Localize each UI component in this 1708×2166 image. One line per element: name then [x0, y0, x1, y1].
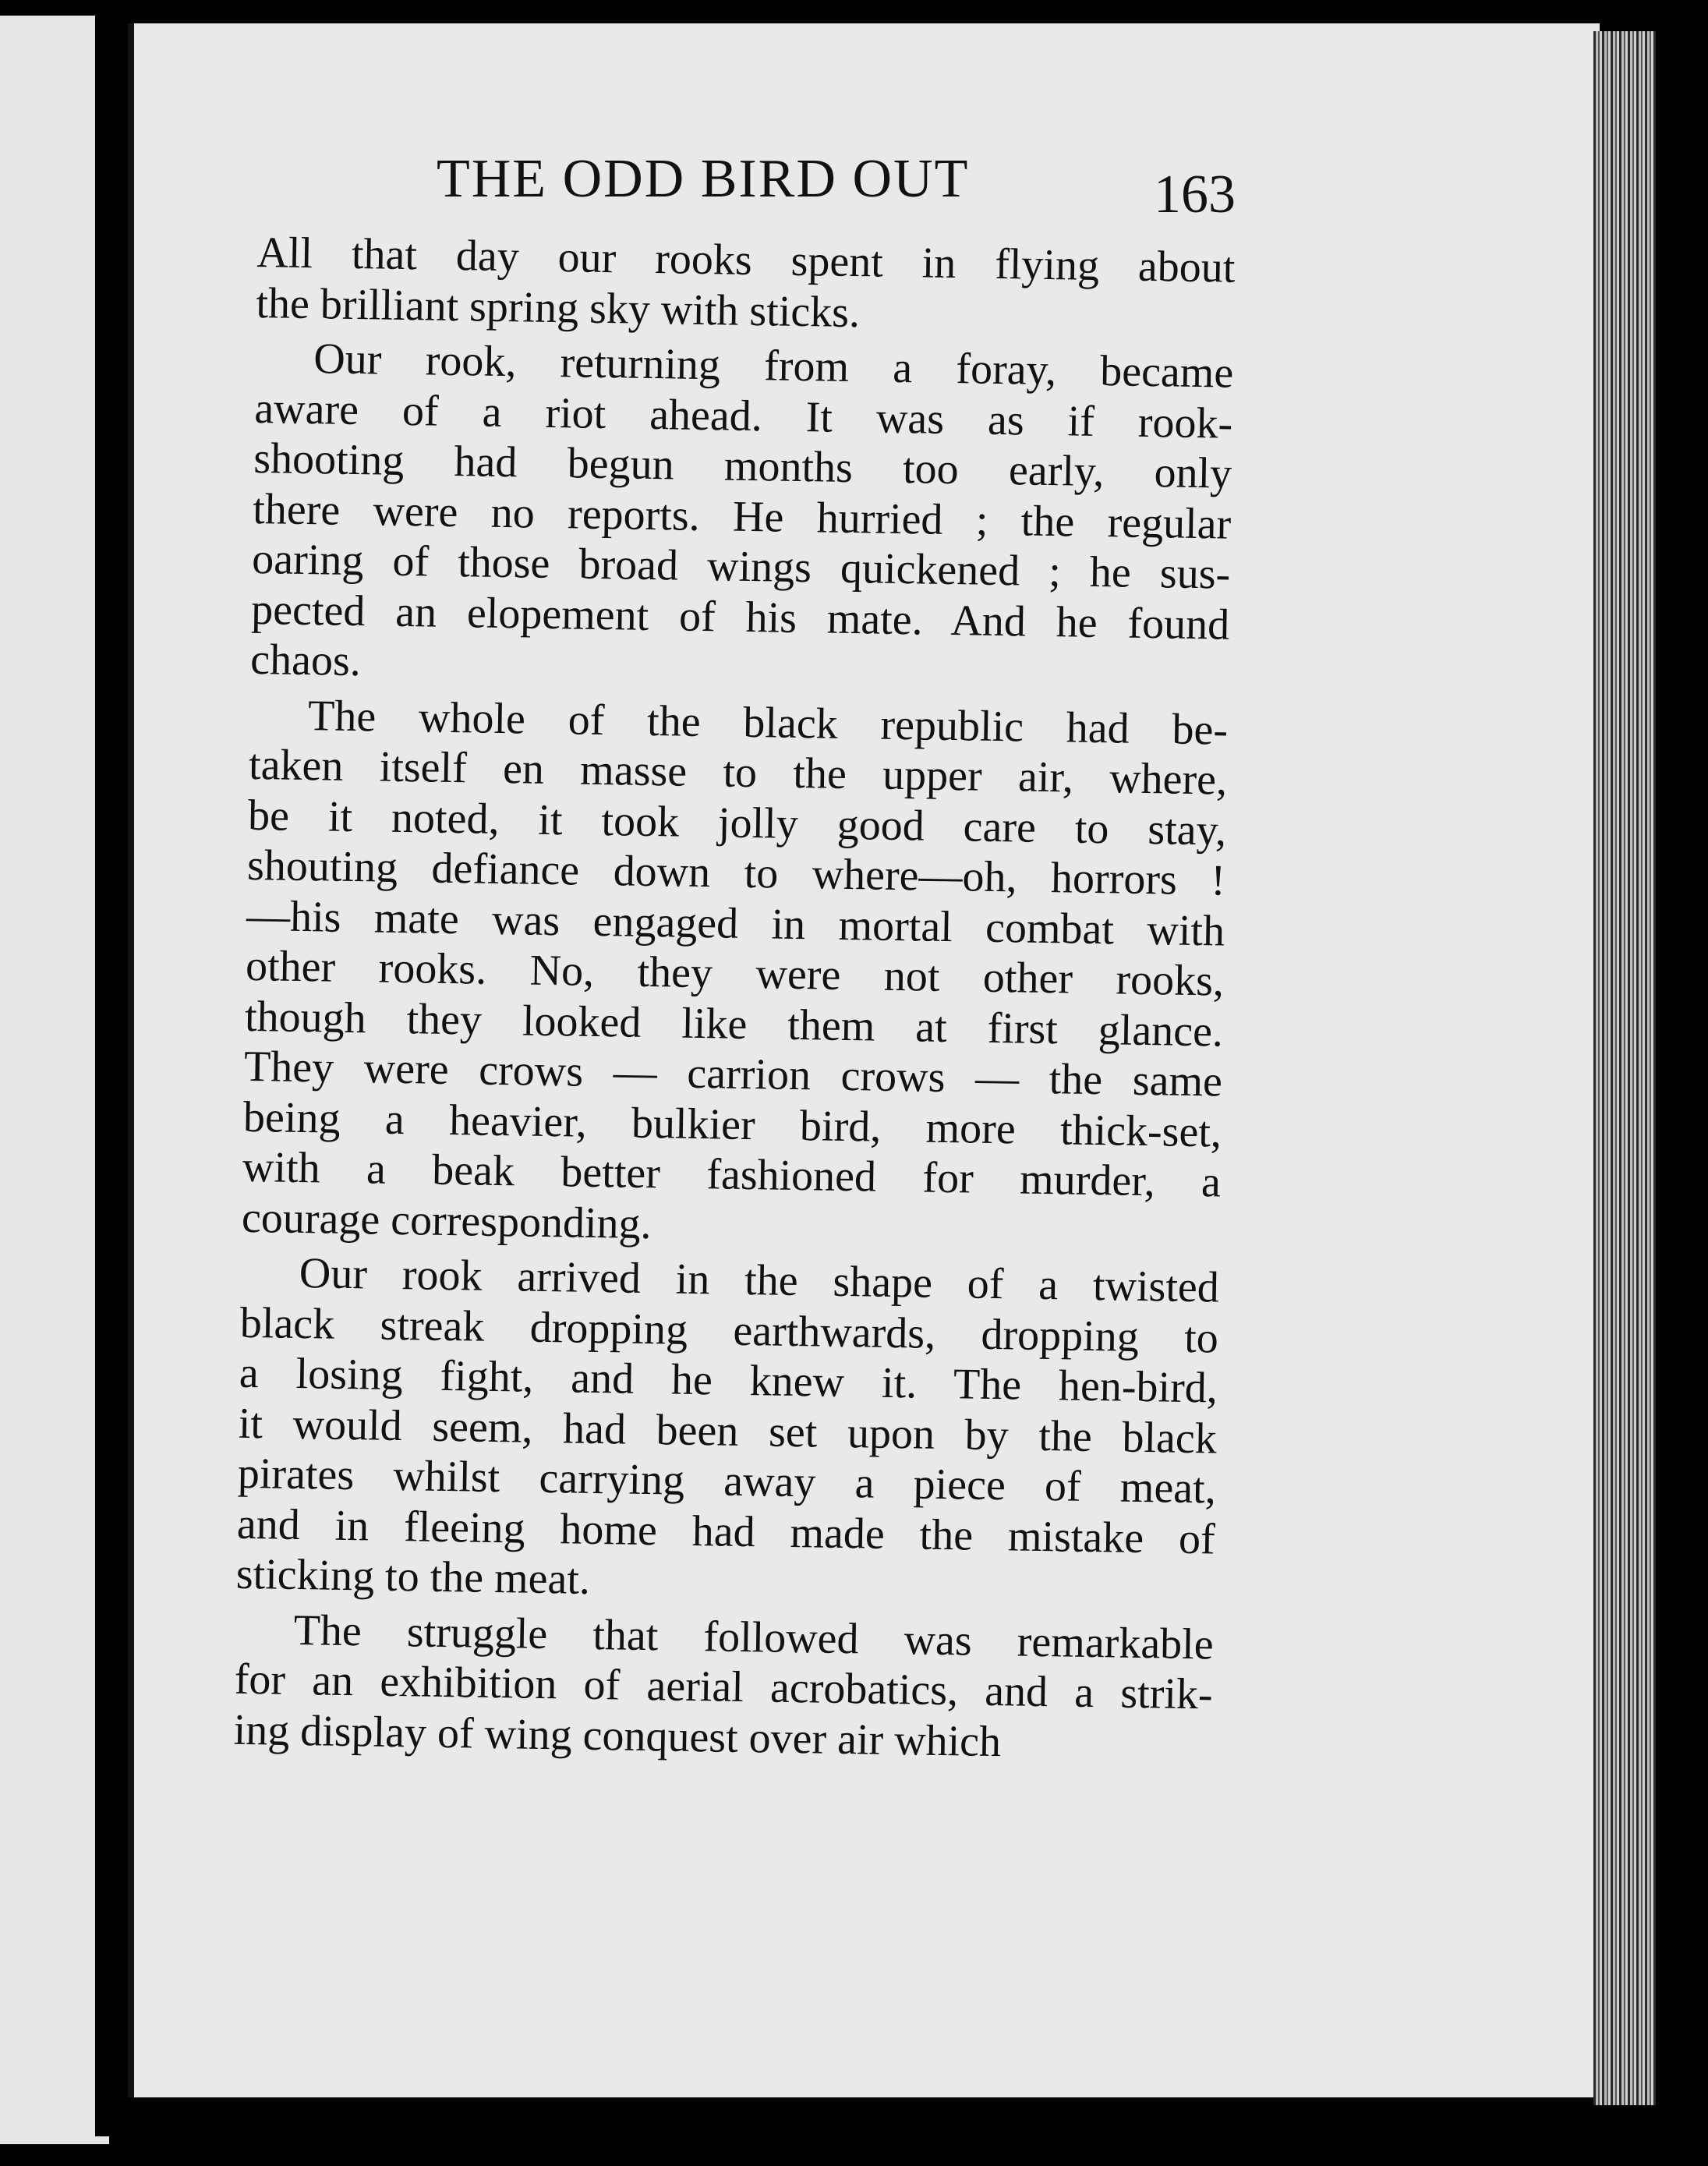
text-line: there were no reports. He hurried ; the regular: [252, 484, 1232, 549]
text-line: pirates whilst carrying away a piece of meat,: [237, 1449, 1217, 1513]
book-gutter: [95, 16, 128, 2136]
text-line: a losing fight, and he knew it. The hen-bird,: [239, 1348, 1218, 1413]
paragraph: [235, 1248, 1219, 1615]
text-line: other rooks. No, they were not other rooks,: [245, 941, 1225, 1006]
text-line: They were crows — carrion crows — the same: [243, 1042, 1223, 1106]
text-line: be it noted, it took jolly good care to stay,: [247, 791, 1227, 855]
paragraph: [242, 689, 1229, 1258]
text-line: sticking to the meat.: [235, 1549, 591, 1604]
paragraph: [233, 1604, 1214, 1770]
text-line: The struggle that followed was remarkable: [293, 1605, 1215, 1669]
body-text: [233, 228, 1236, 1775]
text-line: Our rook, returning from a foray, became: [313, 334, 1234, 398]
text-line: shouting defiance down to where—oh, horrors !: [246, 841, 1226, 905]
text-line: shooting had begun months too early, only: [253, 434, 1232, 498]
text-line: ing display of wing conquest over air which: [233, 1705, 1002, 1766]
text-line: though they looked like them at first glance.: [244, 992, 1224, 1056]
text-line: pected an elopement of his mate. And he found: [250, 585, 1230, 649]
text-line: it would seem, had been set upon by the black: [238, 1399, 1218, 1463]
text-line: being a heavier, bulkier bird, more thick-set,: [242, 1092, 1222, 1157]
text-line: courage corresponding.: [241, 1193, 652, 1248]
text-line: the brilliant spring sky with sticks.: [255, 278, 861, 337]
paragraph: [256, 228, 1236, 344]
text-line: oaring of those broad wings quickened ; he sus-: [251, 534, 1231, 599]
text-line: Our rook arrived in the shape of a twisted: [299, 1249, 1220, 1312]
text-line: and in fleeing home had made the mistake of: [236, 1499, 1216, 1564]
facing-page-edge: [0, 16, 109, 2144]
text-line: with a beak better fashioned for murder, a: [242, 1142, 1222, 1207]
text-line: All that day our rooks spent in flying about: [256, 228, 1236, 292]
text-line: —his mate was engaged in mortal combat with: [246, 891, 1225, 956]
text-line: chaos.: [249, 635, 362, 686]
paragraph: [250, 333, 1234, 700]
text-line: for an exhibition of aerial acrobatics, and a strik-: [234, 1655, 1214, 1719]
running-head: THE ODD BIRD OUT: [437, 149, 970, 209]
page-number: 163: [1154, 165, 1236, 225]
text-line: taken itself en masse to the upper air, where,: [248, 740, 1228, 805]
text-line: The whole of the black republic had be-: [307, 691, 1229, 755]
page-edges: [1593, 31, 1656, 2105]
text-line: black streak dropping earthwards, dropping to: [239, 1298, 1219, 1363]
text-line: aware of a riot ahead. It was as if rook-: [253, 384, 1233, 448]
scan-background: [1656, 0, 1708, 2166]
